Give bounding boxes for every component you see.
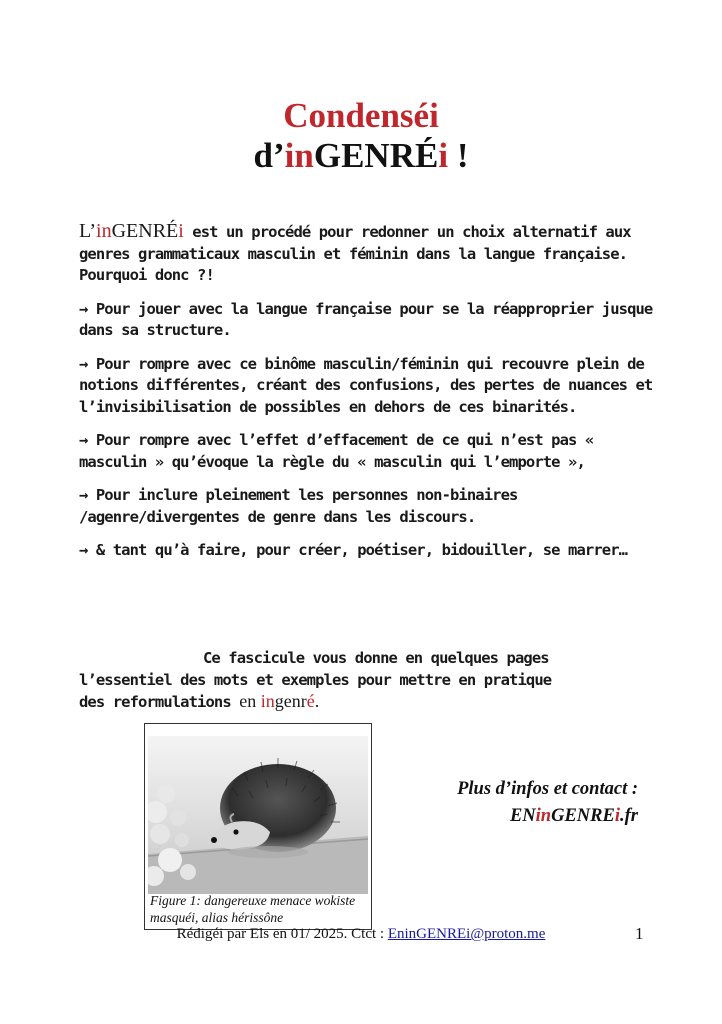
hedgehog-image — [148, 736, 368, 894]
contact-label: Plus d’infos et contact : — [457, 779, 638, 799]
title-line-2 — [0, 136, 722, 176]
brand-in: in — [96, 220, 112, 242]
closing-line-1: Ce fascicule vous donne en quelques pages — [203, 649, 549, 667]
contact-site — [457, 803, 638, 830]
closing-line-3 — [79, 691, 654, 714]
site-en: EN — [509, 806, 536, 826]
title-suffix: ! — [448, 136, 469, 175]
closing-line-3-text: des reformulations — [79, 693, 240, 711]
brand-genre: GENRÉ — [111, 220, 179, 242]
title-i: i — [438, 136, 449, 175]
bullet-5: → & tant qu’à faire, pour créer, poétiser, bidouiller, se marrer… — [79, 541, 628, 559]
figure-frame — [144, 723, 372, 930]
intro-text: est un procédé pour redonner un choix alternatif aux genres grammaticaux masculin et féminin dans la langue française. Pourquoi donc ?! — [79, 223, 631, 284]
site-tld: .fr — [620, 806, 638, 826]
brand-i: i — [178, 220, 184, 242]
closing-en: en — [239, 691, 261, 711]
site-i: i — [614, 806, 620, 826]
figure-caption: Figure 1: dangereuxe menace wokiste masquéi, alias hérissône — [150, 893, 356, 925]
closing-in: in — [260, 691, 275, 711]
email-link[interactable]: EninGENREi@proton.me — [387, 926, 546, 942]
closing-e: é — [306, 691, 315, 711]
bullet-3: → Pour rompre avec l’effet d’effacement de ce qui n’est pas « masculin » qu’évoque la règle du « masculin qui l’emporte », — [79, 431, 594, 471]
site-genre: GENRE — [551, 806, 615, 826]
page-number: 1 — [635, 924, 644, 943]
closing-genr: genr — [274, 691, 307, 711]
title-genre: GENRÉ — [313, 136, 439, 175]
intro-block — [79, 221, 654, 574]
title-line-1: Condenséi — [283, 96, 439, 135]
bullet-2: → Pour rompre avec ce binôme masculin/féminin qui recouvre plein de notions différentes, créant des confusions, des pertes de nuances et l’invisibilisation de possibles en dehors de ces binarités. — [79, 354, 653, 416]
title-in: in — [284, 136, 314, 175]
bullet-4: → Pour inclure pleinement les personnes non-binaires /agenre/divergentes de genre dans les discours. — [79, 486, 518, 526]
contact-block — [457, 776, 638, 830]
closing-line-2: l’essentiel des mots et exemples pour mettre en pratique — [79, 670, 552, 689]
footer — [0, 926, 722, 943]
closing-dot: . — [314, 691, 320, 711]
brand-prefix: L’ — [79, 220, 97, 242]
site-in: in — [535, 806, 552, 826]
bullet-1: → Pour jouer avec la langue française pour se la réapproprier jusque dans sa structure. — [79, 299, 653, 339]
footer-text: Rédigéi par Els en 01/ 2025. Ctct : — [176, 926, 388, 942]
title-prefix: d’ — [253, 136, 285, 175]
intro-paragraph — [79, 221, 654, 287]
closing-block — [79, 648, 654, 714]
